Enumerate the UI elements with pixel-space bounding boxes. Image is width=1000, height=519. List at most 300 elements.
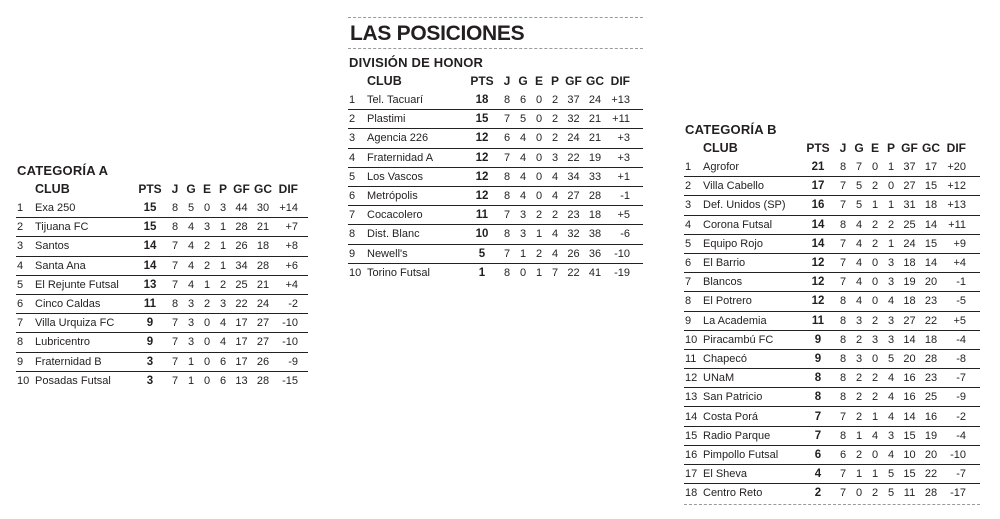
table-row (348, 186, 643, 205)
table-row (16, 217, 308, 236)
played-cell: 7 (503, 151, 511, 164)
club-cell: Blancos (703, 276, 743, 289)
goals-for-cell: 22 (235, 298, 248, 311)
position-cell: 6 (685, 257, 692, 270)
goals-against-cell: 18 (588, 209, 602, 222)
goals-for-cell: 27 (903, 314, 916, 327)
goals-against-cell: 33 (588, 170, 602, 183)
played-cell: 8 (503, 228, 511, 241)
club-cell: Centro Reto (703, 487, 763, 500)
club-cell: Dist. Blanc (367, 228, 420, 241)
goal-difference-cell: +3 (617, 132, 630, 145)
goal-difference-cell: +7 (285, 221, 298, 234)
position-cell: 7 (349, 209, 356, 222)
won-cell: 3 (187, 336, 195, 349)
goal-difference-cell: -9 (288, 355, 298, 368)
points-cell: 11 (143, 298, 157, 311)
won-cell: 7 (855, 160, 863, 173)
played-cell: 7 (839, 276, 847, 289)
played-cell: 7 (171, 259, 179, 272)
table-row (684, 215, 980, 234)
club-cell: Pimpollo Futsal (703, 448, 779, 461)
goals-against-cell: 22 (924, 314, 938, 327)
header-club: CLUB (35, 181, 70, 196)
goals-for-cell: 25 (903, 218, 916, 231)
played-cell: 7 (503, 247, 511, 260)
drawn-cell: 0 (203, 317, 211, 330)
goals-for-cell: 23 (567, 209, 580, 222)
points-cell: 14 (811, 237, 825, 250)
goal-difference-cell: +3 (617, 151, 630, 164)
goal-difference-cell: -10 (282, 336, 298, 349)
played-cell: 7 (503, 209, 511, 222)
drawn-cell: 0 (535, 151, 543, 164)
goals-for-cell: 34 (235, 259, 248, 272)
table-row (684, 387, 980, 406)
page-title: LAS POSICIONES (348, 17, 643, 49)
goals-for-cell: 14 (903, 333, 916, 346)
table-row (16, 275, 308, 294)
played-cell: 8 (503, 266, 511, 279)
won-cell: 1 (187, 374, 195, 387)
club-cell: Cocacolero (367, 209, 423, 222)
goal-difference-cell: -1 (620, 190, 630, 203)
lost-cell: 1 (887, 237, 895, 250)
position-cell: 18 (685, 487, 698, 500)
won-cell: 3 (187, 298, 195, 311)
club-cell: Chapecó (703, 352, 748, 365)
lost-cell: 5 (887, 468, 895, 481)
drawn-cell: 2 (871, 391, 879, 404)
club-cell: Tijuana FC (35, 221, 89, 234)
played-cell: 8 (839, 372, 847, 385)
lost-cell: 4 (887, 448, 895, 461)
club-cell: Exa 250 (35, 201, 76, 214)
won-cell: 1 (855, 429, 863, 442)
goal-difference-cell: +13 (611, 93, 630, 106)
won-cell: 0 (855, 487, 863, 500)
table-row (684, 445, 980, 464)
drawn-cell: 1 (871, 468, 879, 481)
position-cell: 14 (685, 410, 698, 423)
goals-for-cell: 17 (235, 355, 248, 368)
table-row (684, 311, 980, 330)
won-cell: 4 (187, 221, 195, 234)
goal-difference-cell: -8 (956, 352, 966, 365)
table-row (684, 272, 980, 291)
goals-for-cell: 14 (903, 410, 916, 423)
drawn-cell: 0 (871, 160, 879, 173)
goals-against-cell: 15 (924, 180, 938, 193)
club-cell: Agencia 226 (367, 132, 429, 145)
lost-cell: 2 (219, 278, 227, 291)
lost-cell: 4 (551, 170, 559, 183)
won-cell: 5 (855, 199, 863, 212)
played-cell: 8 (171, 201, 179, 214)
table-header (348, 71, 643, 90)
drawn-cell: 2 (871, 372, 879, 385)
goals-for-cell: 10 (903, 448, 916, 461)
goal-difference-cell: -17 (950, 487, 966, 500)
goal-difference-cell: -10 (614, 247, 630, 260)
points-cell: 12 (475, 170, 489, 183)
played-cell: 8 (503, 170, 511, 183)
won-cell: 2 (855, 448, 863, 461)
played-cell: 6 (503, 132, 511, 145)
won-cell: 3 (519, 209, 527, 222)
table-header (16, 179, 308, 198)
club-cell: El Barrio (703, 257, 746, 270)
drawn-cell: 3 (871, 333, 879, 346)
lost-cell: 3 (887, 429, 895, 442)
goals-against-cell: 38 (588, 228, 602, 241)
points-cell: 15 (143, 221, 157, 234)
won-cell: 4 (187, 278, 195, 291)
goals-against-cell: 36 (588, 247, 602, 260)
goals-for-cell: 37 (903, 160, 916, 173)
points-cell: 2 (814, 487, 822, 500)
table-row (348, 148, 643, 167)
goals-against-cell: 23 (924, 372, 938, 385)
goal-difference-cell: -19 (614, 266, 630, 279)
club-cell: Plastimi (367, 113, 406, 126)
points-cell: 15 (143, 201, 157, 214)
goals-against-cell: 23 (924, 295, 938, 308)
drawn-cell: 3 (203, 221, 211, 234)
goals-for-cell: 17 (235, 317, 248, 330)
goals-for-cell: 26 (567, 247, 580, 260)
won-cell: 4 (519, 190, 527, 203)
club-cell: La Academia (703, 314, 767, 327)
points-cell: 10 (475, 228, 489, 241)
position-cell: 1 (17, 201, 24, 214)
won-cell: 3 (855, 352, 863, 365)
goals-against-cell: 41 (588, 266, 602, 279)
goal-difference-cell: -7 (956, 372, 966, 385)
won-cell: 5 (187, 201, 195, 214)
position-cell: 1 (349, 93, 356, 106)
club-cell: Metrópolis (367, 190, 418, 203)
won-cell: 4 (855, 276, 863, 289)
lost-cell: 3 (219, 201, 227, 214)
club-cell: Fraternidad B (35, 355, 102, 368)
goal-difference-cell: -10 (950, 448, 966, 461)
club-cell: Corona Futsal (703, 218, 773, 231)
drawn-cell: 0 (871, 352, 879, 365)
goals-for-cell: 32 (567, 228, 580, 241)
points-cell: 12 (811, 295, 825, 308)
club-cell: Los Vascos (367, 170, 424, 183)
won-cell: 2 (855, 333, 863, 346)
drawn-cell: 1 (871, 199, 879, 212)
played-cell: 8 (839, 160, 847, 173)
goals-against-cell: 15 (924, 237, 938, 250)
points-cell: 9 (814, 352, 822, 365)
drawn-cell: 0 (535, 190, 543, 203)
header-points: PTS (470, 73, 494, 88)
table-rows (348, 90, 643, 282)
goal-difference-cell: +5 (617, 209, 630, 222)
points-cell: 7 (814, 410, 822, 423)
played-cell: 6 (839, 448, 847, 461)
goal-difference-cell: -15 (282, 374, 298, 387)
position-cell: 15 (685, 429, 698, 442)
drawn-cell: 4 (871, 429, 879, 442)
goal-difference-cell: +1 (617, 170, 630, 183)
table-row (348, 205, 643, 224)
goals-against-cell: 26 (256, 355, 270, 368)
goal-difference-cell: +5 (953, 314, 966, 327)
goals-for-cell: 26 (235, 240, 248, 253)
won-cell: 4 (855, 218, 863, 231)
club-cell: El Sheva (703, 468, 748, 481)
goals-for-cell: 15 (903, 429, 916, 442)
goals-against-cell: 16 (924, 410, 938, 423)
table-row (684, 291, 980, 310)
goals-for-cell: 27 (567, 190, 580, 203)
goals-for-cell: 37 (567, 93, 580, 106)
points-cell: 8 (814, 372, 822, 385)
drawn-cell: 0 (535, 170, 543, 183)
header-won: G (186, 181, 196, 196)
drawn-cell: 0 (203, 355, 211, 368)
club-cell: UNaM (703, 372, 735, 385)
points-cell: 9 (814, 333, 822, 346)
won-cell: 4 (519, 151, 527, 164)
points-cell: 5 (478, 247, 486, 260)
goals-against-cell: 28 (588, 190, 602, 203)
table-header (684, 138, 980, 157)
points-cell: 18 (475, 93, 489, 106)
position-cell: 10 (349, 266, 362, 279)
points-cell: 8 (814, 391, 822, 404)
header-lost: P (218, 181, 227, 196)
drawn-cell: 1 (203, 278, 211, 291)
goals-for-cell: 32 (567, 113, 580, 126)
club-cell: Lubricentro (35, 336, 91, 349)
position-cell: 16 (685, 448, 698, 461)
table-title: CATEGORÍA A (17, 163, 109, 178)
club-cell: Agrofor (703, 160, 740, 173)
goals-against-cell: 21 (256, 278, 270, 291)
goals-for-cell: 19 (903, 276, 916, 289)
points-cell: 12 (811, 276, 825, 289)
table-row (684, 176, 980, 195)
played-cell: 7 (171, 278, 179, 291)
goals-for-cell: 44 (235, 201, 248, 214)
points-cell: 14 (143, 240, 157, 253)
table-row (348, 263, 643, 282)
drawn-cell: 2 (203, 259, 211, 272)
table-row (16, 294, 308, 313)
won-cell: 4 (187, 259, 195, 272)
table-row (684, 464, 980, 483)
goals-against-cell: 20 (924, 276, 938, 289)
played-cell: 8 (839, 429, 847, 442)
lost-cell: 3 (887, 257, 895, 270)
goals-against-cell: 17 (924, 160, 938, 173)
played-cell: 8 (503, 190, 511, 203)
goal-difference-cell: -6 (620, 228, 630, 241)
points-cell: 9 (146, 317, 154, 330)
drawn-cell: 1 (871, 410, 879, 423)
table-row (348, 167, 643, 186)
drawn-cell: 1 (535, 228, 543, 241)
won-cell: 5 (855, 180, 863, 193)
points-cell: 3 (146, 355, 154, 368)
goals-for-cell: 22 (567, 266, 580, 279)
played-cell: 8 (171, 298, 179, 311)
header-drawn: E (870, 140, 879, 155)
goals-against-cell: 28 (256, 374, 270, 387)
table-row (348, 90, 643, 109)
club-cell: Def. Unidos (SP) (703, 199, 786, 212)
lost-cell: 2 (551, 209, 559, 222)
header-goal-difference: DIF (946, 140, 966, 155)
drawn-cell: 0 (535, 113, 543, 126)
goals-for-cell: 16 (903, 372, 916, 385)
won-cell: 2 (855, 372, 863, 385)
category-a-table (16, 163, 308, 390)
club-cell: Villa Urquiza FC (35, 317, 115, 330)
header-club: CLUB (703, 140, 738, 155)
goals-for-cell: 25 (235, 278, 248, 291)
played-cell: 7 (839, 487, 847, 500)
goal-difference-cell: -2 (288, 298, 298, 311)
points-cell: 12 (475, 132, 489, 145)
played-cell: 7 (171, 355, 179, 368)
position-cell: 2 (349, 113, 356, 126)
position-cell: 13 (685, 391, 698, 404)
goals-against-cell: 14 (924, 218, 938, 231)
points-cell: 14 (143, 259, 157, 272)
position-cell: 5 (17, 278, 24, 291)
table-row (684, 157, 980, 176)
position-cell: 2 (685, 180, 692, 193)
header-goals-for: GF (565, 73, 582, 88)
played-cell: 8 (839, 333, 847, 346)
table-title: DIVISIÓN DE HONOR (349, 55, 484, 70)
club-cell: Piracambú FC (703, 333, 774, 346)
won-cell: 4 (855, 295, 863, 308)
club-cell: Torino Futsal (367, 266, 430, 279)
table-row (684, 253, 980, 272)
position-cell: 7 (685, 276, 692, 289)
points-cell: 16 (811, 199, 825, 212)
position-cell: 5 (685, 237, 692, 250)
goals-against-cell: 27 (256, 317, 270, 330)
club-cell: El Potrero (703, 295, 752, 308)
drawn-cell: 2 (871, 180, 879, 193)
table-row (684, 349, 980, 368)
goals-for-cell: 16 (903, 391, 916, 404)
goals-against-cell: 27 (256, 336, 270, 349)
header-goal-difference: DIF (610, 73, 630, 88)
goal-difference-cell: +12 (947, 180, 966, 193)
position-cell: 10 (685, 333, 698, 346)
goal-difference-cell: -4 (956, 333, 966, 346)
club-cell: Santa Ana (35, 259, 86, 272)
position-cell: 5 (349, 170, 356, 183)
club-cell: San Patricio (703, 391, 763, 404)
points-cell: 1 (478, 266, 486, 279)
drawn-cell: 0 (203, 374, 211, 387)
table-rows (16, 198, 308, 390)
points-cell: 12 (475, 190, 489, 203)
won-cell: 4 (519, 170, 527, 183)
lost-cell: 4 (551, 190, 559, 203)
won-cell: 3 (187, 317, 195, 330)
played-cell: 8 (503, 93, 511, 106)
won-cell: 2 (855, 391, 863, 404)
drawn-cell: 2 (871, 487, 879, 500)
goals-for-cell: 31 (903, 199, 916, 212)
position-cell: 9 (17, 355, 24, 368)
goal-difference-cell: +4 (285, 278, 298, 291)
drawn-cell: 0 (203, 201, 211, 214)
won-cell: 1 (519, 247, 527, 260)
drawn-cell: 0 (871, 257, 879, 270)
table-row (348, 244, 643, 263)
played-cell: 8 (839, 352, 847, 365)
goal-difference-cell: +20 (947, 160, 966, 173)
header-points: PTS (138, 181, 162, 196)
drawn-cell: 0 (871, 276, 879, 289)
lost-cell: 4 (219, 317, 227, 330)
won-cell: 3 (519, 228, 527, 241)
points-cell: 4 (814, 468, 822, 481)
points-cell: 13 (143, 278, 157, 291)
table-title: CATEGORÍA B (685, 122, 777, 137)
goal-difference-cell: +11 (612, 113, 630, 126)
goal-difference-cell: +13 (947, 199, 966, 212)
goals-against-cell: 21 (588, 132, 602, 145)
won-cell: 4 (855, 257, 863, 270)
goal-difference-cell: -2 (956, 410, 966, 423)
goals-for-cell: 18 (903, 257, 916, 270)
points-cell: 7 (814, 429, 822, 442)
points-cell: 12 (811, 257, 825, 270)
lost-cell: 4 (219, 336, 227, 349)
goal-difference-cell: -10 (282, 317, 298, 330)
lost-cell: 4 (887, 372, 895, 385)
won-cell: 4 (519, 132, 527, 145)
goal-difference-cell: +14 (279, 201, 298, 214)
lost-cell: 5 (887, 352, 895, 365)
position-cell: 3 (685, 199, 692, 212)
position-cell: 12 (685, 372, 698, 385)
drawn-cell: 0 (871, 448, 879, 461)
position-cell: 3 (17, 240, 24, 253)
table-row (16, 236, 308, 255)
goal-difference-cell: -5 (956, 295, 966, 308)
played-cell: 7 (171, 336, 179, 349)
goals-for-cell: 20 (903, 352, 916, 365)
position-cell: 4 (17, 259, 24, 272)
drawn-cell: 2 (871, 314, 879, 327)
won-cell: 0 (519, 266, 527, 279)
goals-against-cell: 18 (924, 199, 938, 212)
table-row (16, 371, 308, 390)
points-cell: 3 (146, 374, 154, 387)
table-rows (684, 157, 980, 502)
points-cell: 15 (475, 113, 489, 126)
goals-against-cell: 19 (588, 151, 602, 164)
played-cell: 7 (839, 410, 847, 423)
goal-difference-cell: +6 (285, 259, 298, 272)
lost-cell: 1 (219, 240, 227, 253)
lost-cell: 5 (887, 487, 895, 500)
